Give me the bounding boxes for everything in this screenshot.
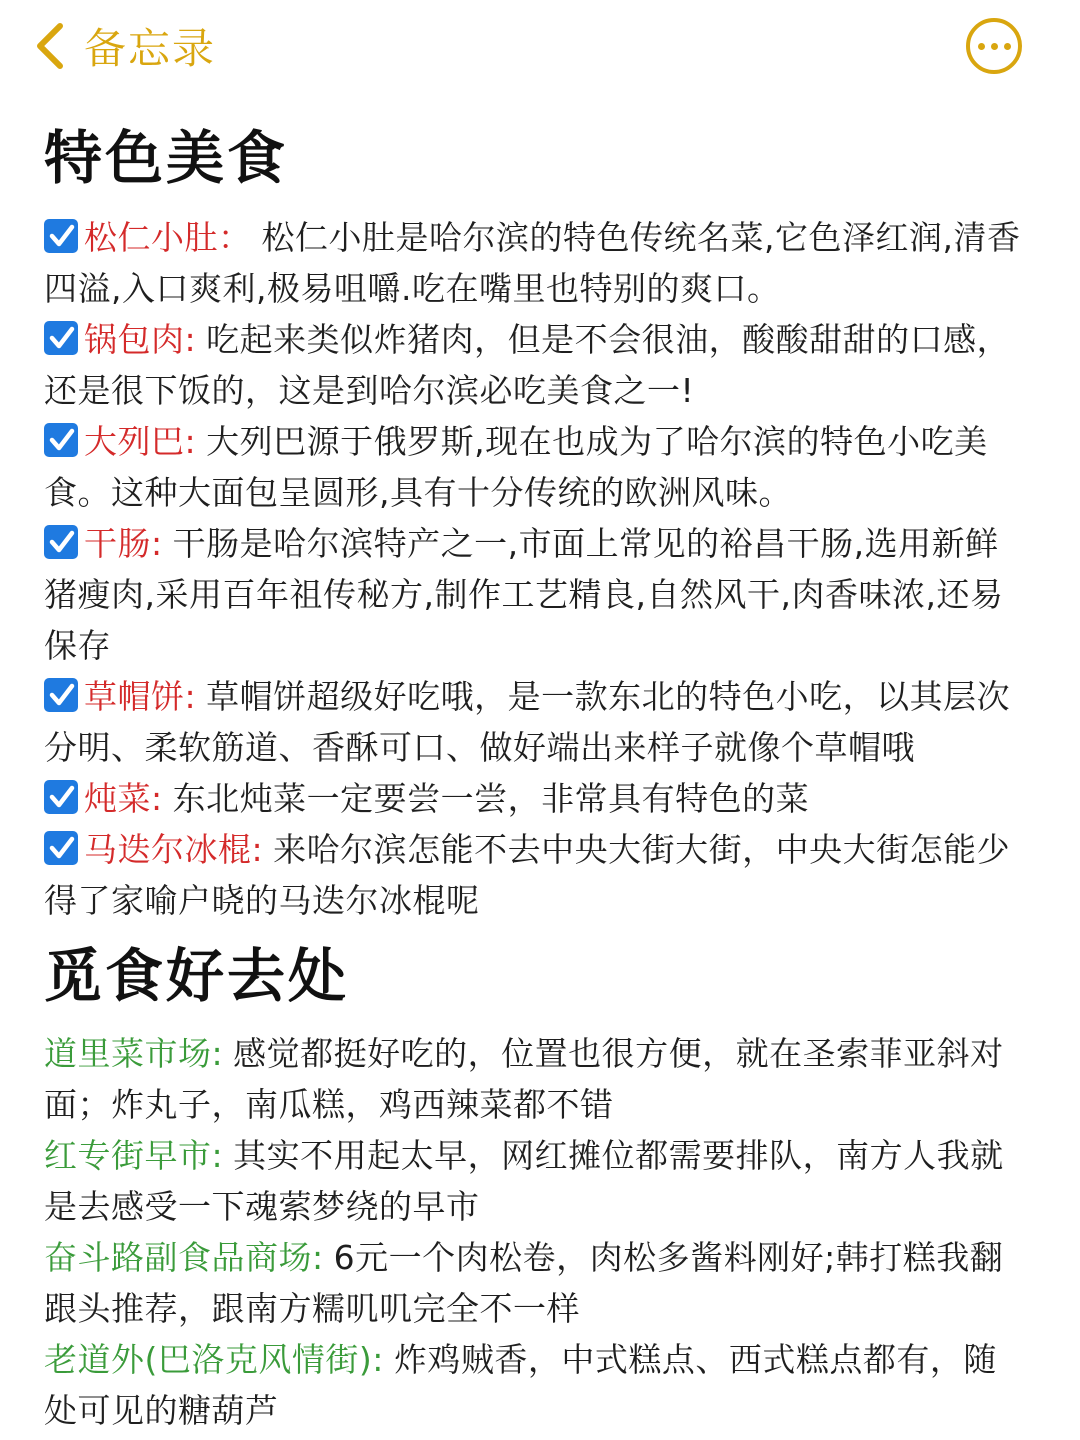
- item-separator: :: [211, 1136, 224, 1175]
- navigation-bar: [0, 0, 1080, 100]
- item-separator: :: [211, 1034, 224, 1073]
- item-description: 炸鸡贼香，中式糕点、西式糕点都有，随处可见的糖葫芦: [44, 1340, 997, 1430]
- item-name: 老道外(巴洛克风情街): [44, 1340, 373, 1379]
- list-item: [44, 1334, 1024, 1436]
- item-description: 东北炖菜一定要尝一尝，非常具有特色的菜: [172, 779, 810, 818]
- item-name: 红专街早市: [44, 1136, 212, 1175]
- item-separator: :: [184, 320, 197, 359]
- checkbox-checked-icon[interactable]: [44, 678, 78, 712]
- item-separator: :: [312, 1238, 324, 1277]
- item-description: 干肠是哈尔滨特产之一,市面上常见的裕昌干肠,选用新鲜猪瘦肉,采用百年祖传秘方,制作工艺精良,自然风干,肉香味浓,还易保存: [44, 524, 1004, 665]
- list-item: [44, 1028, 1024, 1130]
- list-item: [44, 1232, 1024, 1334]
- checkbox-checked-icon[interactable]: [44, 525, 78, 559]
- item-name: 马迭尔冰棍: [84, 830, 252, 869]
- item-separator: :: [372, 1340, 384, 1379]
- list-item: [44, 518, 1024, 671]
- item-description: 吃起来类似炸猪肉，但是不会很油，酸酸甜甜的口感，还是很下饭的，这是到哈尔滨必吃美食之一!: [44, 320, 1011, 410]
- list-item: [44, 314, 1024, 416]
- checkbox-checked-icon[interactable]: [44, 831, 78, 865]
- checkbox-checked-icon[interactable]: [44, 321, 78, 355]
- food-list: [44, 212, 1024, 926]
- section-title-places: 觅食好去处: [44, 942, 350, 1010]
- more-icon: [978, 43, 1011, 50]
- item-separator: :: [184, 422, 197, 461]
- list-item: [44, 1130, 1024, 1232]
- note-body[interactable]: [44, 118, 1024, 1436]
- item-name: 大列巴: [84, 422, 185, 461]
- item-separator: :: [151, 779, 163, 818]
- item-separator: :: [184, 677, 197, 716]
- chevron-left-icon: [30, 20, 70, 72]
- list-item: [44, 671, 1024, 773]
- more-button[interactable]: [966, 18, 1022, 74]
- item-description: 其实不用起太早，网红摊位都需要排队，南方人我就是去感受一下魂萦梦绕的早市: [44, 1136, 1004, 1226]
- item-name: 锅包肉: [84, 320, 185, 359]
- back-button[interactable]: [30, 14, 216, 78]
- item-description: 感觉都挺好吃的，位置也很方便，就在圣索菲亚斜对面；炸丸子，南瓜糕，鸡西辣菜都不错: [44, 1034, 1004, 1124]
- item-name: 道里菜市场: [44, 1034, 212, 1073]
- list-item: [44, 212, 1024, 314]
- checkbox-checked-icon[interactable]: [44, 219, 78, 253]
- back-label: 备忘录: [84, 24, 217, 73]
- item-name: 草帽饼: [84, 677, 185, 716]
- checkbox-checked-icon[interactable]: [44, 780, 78, 814]
- places-list: [44, 1028, 1024, 1436]
- item-name: 奋斗路副食品商场: [44, 1238, 312, 1277]
- item-name: 炖菜: [84, 779, 151, 818]
- item-description: 大列巴源于俄罗斯,现在也成为了哈尔滨的特色小吃美食。这种大面包呈圆形,具有十分传统的欧洲风味。: [44, 422, 988, 512]
- checkbox-checked-icon[interactable]: [44, 423, 78, 457]
- item-name: 松仁小肚: [84, 218, 218, 257]
- item-name: 干肠: [84, 524, 151, 563]
- item-separator: ：: [218, 218, 252, 257]
- item-description: 6元一个肉松卷，肉松多酱料刚好;韩打糕我翻跟头推荐，跟南方糯叽叽完全不一样: [44, 1238, 1004, 1328]
- item-separator: :: [251, 830, 264, 869]
- item-separator: :: [151, 524, 163, 563]
- section-title-food: 特色美食: [44, 124, 289, 192]
- item-description: 草帽饼超级好吃哦，是一款东北的特色小吃，以其层次分明、柔软筋道、香酥可口、做好端出来样子就像个草帽哦: [44, 677, 1011, 767]
- list-item: [44, 416, 1024, 518]
- item-description: 来哈尔滨怎能不去中央大街大街，中央大街怎能少得了家喻户晓的马迭尔冰棍呢: [44, 830, 1011, 920]
- item-description: 松仁小肚是哈尔滨的特色传统名菜,它色泽红润,清香四溢,入口爽利,极易咀嚼.吃在嘴里也特别的爽口。: [44, 218, 1021, 308]
- list-item: [44, 773, 1024, 824]
- list-item: [44, 824, 1024, 926]
